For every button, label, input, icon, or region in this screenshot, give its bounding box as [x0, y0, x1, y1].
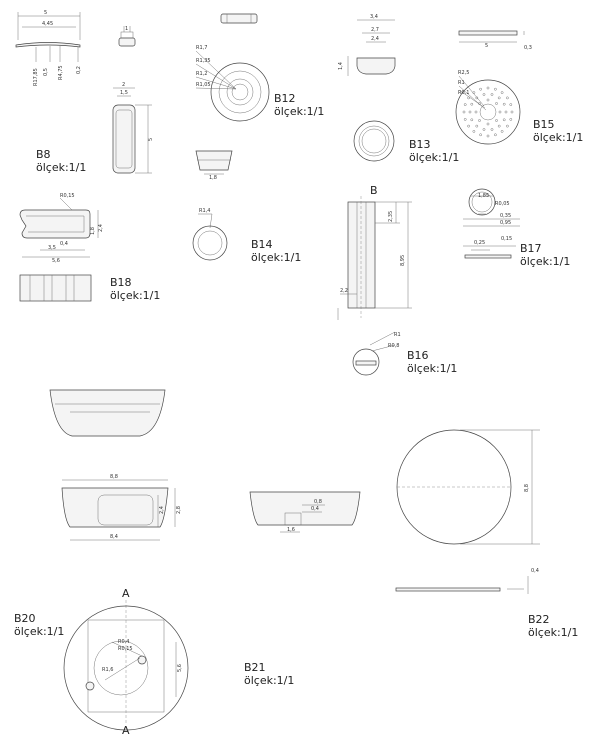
- b15-hole: [464, 104, 466, 106]
- part-b18: [20, 193, 160, 302]
- b17-part-code: B17: [520, 242, 542, 255]
- b16-scale: ölçek:1/1: [407, 362, 458, 375]
- b20-width-dim: 8,8: [110, 474, 118, 480]
- b22-part-code: B22: [528, 613, 550, 626]
- b8-inner-dim: 4,45: [42, 21, 54, 27]
- b15-hole: [491, 93, 493, 95]
- b13-a-dim: 2,7: [371, 27, 379, 33]
- b17-c-dim: 0,25: [474, 240, 486, 246]
- part-b22: [396, 430, 578, 639]
- b15-hole: [473, 92, 475, 94]
- b14-radius-dim: R1,4: [199, 208, 211, 214]
- b15-hole: [495, 102, 497, 104]
- b20-inner-dim: 8,4: [110, 534, 118, 540]
- b14-ring-drawing: [193, 208, 227, 260]
- b14-scale: ölçek:1/1: [251, 251, 302, 264]
- b15-hole: [501, 92, 503, 94]
- part-b12: [196, 14, 324, 181]
- b15-hole: [471, 119, 473, 121]
- b20-part-code: B20: [14, 612, 36, 625]
- b16-width-dim: 2,2: [340, 288, 348, 294]
- b20-plan-height-dim: 5,6: [177, 664, 183, 672]
- b15-hole: [503, 103, 505, 105]
- b18-length-dim: 5,6: [52, 258, 60, 264]
- b20-plan-radius-1-dim: R0,4: [118, 639, 130, 645]
- b20-height-dim: 2,4: [159, 506, 165, 514]
- part-b16: [338, 184, 457, 375]
- b18-a-dim: 0,4: [60, 241, 68, 247]
- b15-hole: [487, 87, 489, 89]
- b15-scale: ölçek:1/1: [533, 131, 584, 144]
- b15-hole: [498, 125, 500, 127]
- b15-hole: [476, 125, 478, 127]
- b15-hole: [463, 111, 465, 113]
- b16-section-drawing: [353, 332, 401, 375]
- b12-plug-side-drawing: [196, 151, 232, 181]
- b8-a-dim: 0,5: [43, 68, 49, 76]
- b8-part-code: B8: [36, 148, 51, 161]
- b18-b-dim: 1,8: [90, 227, 96, 235]
- b13-scale: ölçek:1/1: [409, 151, 460, 164]
- b14-part-code: B14: [251, 238, 273, 251]
- b17-scale: ölçek:1/1: [520, 255, 571, 268]
- b16-radius-2-dim: R0,8: [388, 343, 400, 349]
- b15-hole: [495, 119, 497, 121]
- b15-radius-1-dim: R2,5: [458, 70, 470, 76]
- b15-hole: [464, 118, 466, 120]
- b15-hole: [473, 130, 475, 132]
- b15-part-code: B15: [533, 118, 555, 131]
- b15-hole: [511, 111, 513, 113]
- b13-b-dim: 2,4: [371, 36, 379, 42]
- b20-plan-drawing: [64, 587, 188, 736]
- b18-radius-dim: R0,15: [60, 193, 75, 199]
- b8t-inner-dim: 1,5: [120, 90, 128, 96]
- b15-hole: [487, 135, 489, 137]
- b21-c-dim: 1,6: [287, 527, 295, 533]
- b15-hole: [505, 111, 507, 113]
- b15-radius-2-dim: R1: [458, 80, 465, 86]
- b13-height-dim: 1,4: [338, 62, 344, 70]
- b15-hole-pattern: [463, 87, 513, 137]
- b12-radius-3-dim: R1,2: [196, 71, 208, 77]
- b15-hole: [503, 119, 505, 121]
- b15-hole: [498, 97, 500, 99]
- b15-hole: [510, 104, 512, 106]
- b15-radius-3-dim: R0,1: [458, 90, 470, 96]
- b13-width-dim: 3,4: [370, 14, 378, 20]
- b8t-height-dim: 5: [148, 137, 154, 141]
- b12-radius-2-dim: R1,35: [196, 58, 211, 64]
- b21-b-dim: 0,4: [311, 506, 319, 512]
- b18-part-code: B18: [110, 276, 132, 289]
- b8-tall-profile-drawing: [113, 82, 154, 173]
- b8s-width-dim: 1: [125, 26, 129, 32]
- part-b21: [244, 492, 360, 687]
- b17-radius-dim: R0,05: [495, 201, 510, 207]
- b15-hole: [480, 88, 482, 90]
- b8-radius-1-dim: R17,85: [33, 68, 39, 86]
- b15-hole: [471, 103, 473, 105]
- b13-ring-top-drawing: [354, 121, 394, 161]
- b22-diameter-dim: 8,8: [524, 484, 530, 492]
- b12-scale: ölçek:1/1: [274, 105, 325, 118]
- b13-part-code: B13: [409, 138, 431, 151]
- b15-hole: [480, 134, 482, 136]
- b17-e-dim: 0,15: [501, 236, 513, 242]
- b18-height-dim: 2,4: [98, 224, 104, 232]
- b20-bowl-perspective-drawing: [50, 390, 165, 436]
- b17-diameter-dim: 1,85: [478, 193, 490, 199]
- b20-plan-radius-3-dim: R1,6: [102, 667, 114, 673]
- b15-hole: [483, 128, 485, 130]
- b18-profile-drawing: [20, 193, 104, 264]
- b8-curved-strip-drawing: [16, 10, 82, 86]
- b16-length-dim: 8,95: [400, 254, 406, 266]
- b22-disc-drawing: [397, 430, 540, 544]
- b8-small-clip-drawing: [119, 26, 135, 46]
- part-b15: [456, 31, 583, 144]
- b15-width-dim: 5: [485, 43, 489, 49]
- b18-strip-drawing: [20, 275, 91, 301]
- b16-height-dim: 2,35: [388, 210, 394, 222]
- b15-perforated-disc-drawing: [456, 70, 520, 144]
- part-b13: [338, 14, 459, 164]
- b15-hole: [499, 111, 501, 113]
- b12-width-dim: 1,8: [209, 175, 217, 181]
- b22-thin-plate-drawing: [396, 568, 539, 594]
- b15-hole: [483, 93, 485, 95]
- b12-cap-top-drawing: [221, 14, 257, 23]
- b21-section-drawing: [250, 492, 360, 533]
- b15-hole: [475, 111, 477, 113]
- b15-hole: [506, 125, 508, 127]
- b15-hole: [487, 99, 489, 101]
- b21-part-code: B21: [244, 661, 266, 674]
- b17-spring-clip-drawing: [463, 189, 520, 258]
- b20-plan-radius-2-dim: R0,15: [118, 646, 133, 652]
- b22-scale: ölçek:1/1: [528, 626, 579, 639]
- b15-hole: [501, 130, 503, 132]
- b16-pin-drawing: [338, 184, 412, 320]
- b15-hole: [468, 125, 470, 127]
- b20-scale: ölçek:1/1: [14, 625, 65, 638]
- b8-b-dim: 0,2: [76, 66, 82, 74]
- b8t-width-dim: 2: [122, 82, 126, 88]
- b16-part-code: B16: [407, 349, 429, 362]
- b12-radius-4-dim: R1,05: [196, 82, 211, 88]
- b15-hole: [506, 97, 508, 99]
- b15-thickness-dim: 0,3: [524, 45, 532, 51]
- b17-a-dim: 0,35: [500, 213, 512, 219]
- b12-part-code: B12: [274, 92, 296, 105]
- b12-radius-1-dim: R1,7: [196, 45, 208, 51]
- b21-scale: ölçek:1/1: [244, 674, 295, 687]
- part-b8: [16, 10, 154, 174]
- b15-hole: [491, 128, 493, 130]
- b8-scale: ölçek:1/1: [36, 161, 87, 174]
- b15-hole: [510, 118, 512, 120]
- b20-section-mark-top: A: [122, 587, 130, 600]
- b20-bowl-section-drawing: [62, 474, 182, 540]
- b20-height2-dim: 2,8: [176, 506, 182, 514]
- b18-width-dim: 3,5: [48, 245, 56, 251]
- b16-section-mark: B: [370, 184, 378, 197]
- b15-hole: [494, 134, 496, 136]
- b20-section-mark-bottom: A: [122, 724, 130, 736]
- b8-length-dim: 5: [44, 10, 48, 16]
- part-b20: [14, 390, 188, 736]
- b8-radius-2-dim: R4,75: [58, 65, 64, 80]
- b18-scale: ölçek:1/1: [110, 289, 161, 302]
- b15-hole: [494, 88, 496, 90]
- b17-b-dim: 0,95: [500, 220, 512, 226]
- b22-thickness-dim: 0,4: [531, 568, 539, 574]
- b15-plate-side-drawing: [459, 31, 532, 51]
- part-b14: [193, 208, 301, 264]
- b15-hole: [469, 111, 471, 113]
- part-b17: [463, 189, 570, 268]
- b13-side-drawing: [338, 14, 395, 76]
- b15-hole: [478, 119, 480, 121]
- b21-a-dim: 0,8: [314, 499, 322, 505]
- b12-concentric-circle-drawing: [196, 45, 269, 121]
- b15-hole: [487, 123, 489, 125]
- b16-radius-1-dim: R1: [394, 332, 401, 338]
